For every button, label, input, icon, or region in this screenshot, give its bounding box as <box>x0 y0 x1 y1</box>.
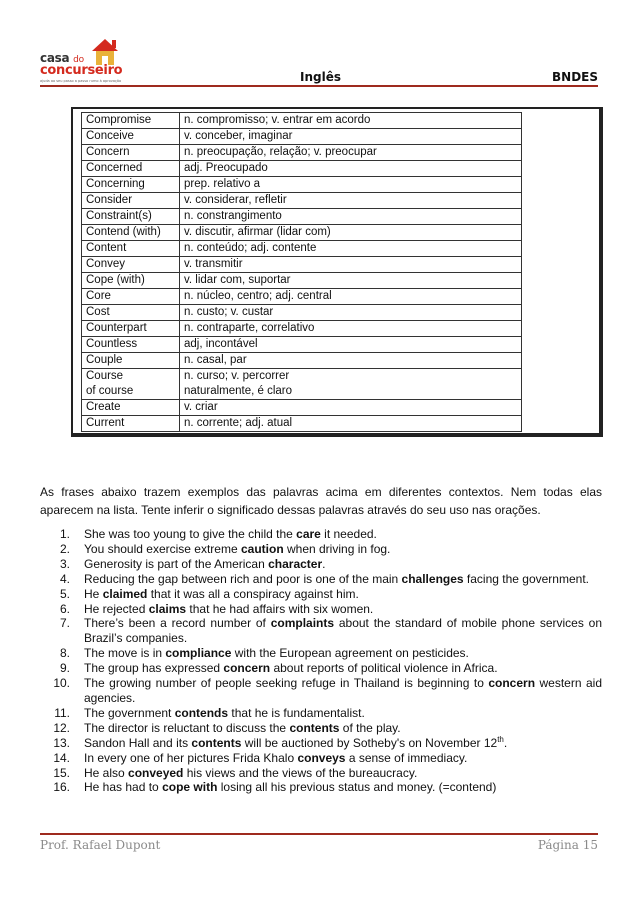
example-item <box>40 706 602 721</box>
vocab-row <box>82 305 522 321</box>
example-item <box>40 572 602 587</box>
example-number: 10. <box>53 676 70 691</box>
example-keyword: contends <box>174 705 229 720</box>
vocab-term: Cope (with) <box>86 274 145 286</box>
example-keyword: contents <box>289 720 340 735</box>
vocab-definition-cell <box>180 369 522 400</box>
vocab-term: Create <box>86 401 121 413</box>
example-keyword: character <box>268 556 323 571</box>
vocab-definition-cell <box>180 177 522 193</box>
example-text: Sandon Hall and its <box>84 735 192 750</box>
example-item <box>40 616 602 646</box>
vocab-box <box>71 107 603 437</box>
vocab-term-cell <box>82 353 180 369</box>
example-number: 4. <box>59 571 70 586</box>
footer-page-number: Página 15 <box>537 838 598 852</box>
vocab-definition: v. conceber, imaginar <box>184 130 293 142</box>
vocab-definition-cell <box>180 145 522 161</box>
vocab-row <box>82 289 522 305</box>
example-keyword: compliance <box>165 646 232 661</box>
example-text: . <box>322 556 326 571</box>
vocab-term-cell <box>82 145 180 161</box>
vocab-term: Cost <box>86 306 110 318</box>
example-text: There’s been a record number of <box>84 616 271 631</box>
vocab-body <box>82 113 522 432</box>
example-text: about reports of political violence in Africa. <box>270 661 498 676</box>
vocab-term-cell <box>82 305 180 321</box>
vocab-term-cell <box>82 369 180 400</box>
vocab-row <box>82 400 522 416</box>
example-text: . <box>503 735 508 750</box>
vocab-row <box>82 209 522 225</box>
example-text: She was too young to give the child the <box>84 527 297 541</box>
example-number: 6. <box>59 601 70 616</box>
example-item <box>40 527 602 542</box>
vocab-definition: n. custo; v. custar <box>184 306 274 318</box>
example-keyword: concern <box>223 661 271 676</box>
vocab-row <box>82 145 522 161</box>
vocab-term-cell <box>82 241 180 257</box>
vocab-definition: n. curso; v. percorrer <box>184 370 290 382</box>
vocab-definition-cell <box>180 257 522 273</box>
example-item <box>40 557 602 572</box>
example-text: losing all his previous status and money. (=contend) <box>217 780 497 795</box>
vocab-term: Content <box>86 242 127 254</box>
example-item <box>40 736 602 751</box>
example-text: of the play. <box>339 720 401 735</box>
vocab-term: Constraint(s) <box>86 210 152 222</box>
vocab-term: Current <box>86 417 125 429</box>
example-number: 13. <box>53 735 70 750</box>
example-item <box>40 676 602 706</box>
vocab-definition: prep. relativo a <box>184 178 261 190</box>
example-number: 8. <box>59 646 70 661</box>
example-text: In every one of her pictures Frida Khalo <box>84 750 298 765</box>
vocab-definition: n. compromisso; v. entrar em acordo <box>184 114 371 126</box>
vocab-definition: n. preocupação, relação; v. preocupar <box>184 146 377 158</box>
vocab-term-cell <box>82 161 180 177</box>
vocab-term-cell <box>82 129 180 145</box>
example-number: 2. <box>59 541 70 556</box>
intro-paragraph: As frases abaixo trazem exemplos das palavras acima em diferentes contextos. Nem todas elas aparecem na lista. Tente inferir o significado dessas palavras através do seu uso nas orações. <box>40 485 602 517</box>
example-item <box>40 542 602 557</box>
vocab-definition-cell <box>180 337 522 353</box>
vocab-row <box>82 337 522 353</box>
example-text: with the European agreement on pesticides. <box>231 646 469 661</box>
vocab-definition-cell <box>180 193 522 209</box>
vocab-term-cell <box>82 337 180 353</box>
example-number: 14. <box>53 750 70 765</box>
example-text: He also <box>84 765 129 780</box>
vocab-term-cell <box>82 177 180 193</box>
vocab-term: Compromise <box>86 114 152 126</box>
vocab-row <box>82 321 522 337</box>
vocab-row <box>82 416 522 432</box>
vocab-definition-cell <box>180 273 522 289</box>
vocab-term: Course <box>86 370 124 382</box>
example-number: 12. <box>53 720 70 735</box>
vocab-term: Couple <box>86 354 123 366</box>
vocab-definition-cell <box>180 400 522 416</box>
vocab-row <box>82 177 522 193</box>
page-title: Inglês <box>300 70 341 84</box>
logo-tagline: ajuda ao seu passo a passo rumo à aprovação <box>40 79 122 83</box>
vocab-row <box>82 113 522 129</box>
vocab-term: Core <box>86 290 111 302</box>
vocab-definition-cell <box>180 129 522 145</box>
footer-divider <box>40 833 598 835</box>
vocab-definition: adj. Preocupado <box>184 162 268 174</box>
vocab-term: Concern <box>86 146 130 158</box>
example-text: when driving in fog. <box>283 541 391 556</box>
vocab-term-cell <box>82 225 180 241</box>
vocab-row <box>82 129 522 145</box>
example-keyword: conveyed <box>128 765 184 780</box>
example-number: 3. <box>59 556 70 571</box>
vocab-definition: naturalmente, é claro <box>184 385 293 397</box>
vocab-definition: v. transmitir <box>184 258 243 270</box>
example-item <box>40 602 602 617</box>
vocab-row <box>82 225 522 241</box>
header-org: BNDES <box>552 70 598 84</box>
vocab-definition: n. contraparte, correlativo <box>184 322 315 334</box>
vocab-definition: n. casal, par <box>184 354 247 366</box>
logo-concurseiro: concurseiro <box>40 63 123 78</box>
vocab-term: Counterpart <box>86 322 147 334</box>
example-item <box>40 780 602 795</box>
example-keyword: challenges <box>401 571 464 586</box>
example-text: He has had to <box>84 780 163 795</box>
example-number: 15. <box>53 765 70 780</box>
vocab-definition: n. núcleo, centro; adj. central <box>184 290 332 302</box>
vocab-term-cell <box>82 321 180 337</box>
example-text: that it was all a conspiracy against him. <box>147 586 359 601</box>
vocab-term-cell <box>82 113 180 129</box>
example-text: about the standard of mobile phone services on Brazil’s companies. <box>84 616 602 646</box>
vocab-definition: n. conteúdo; adj. contente <box>184 242 317 254</box>
vocab-definition: v. criar <box>184 401 218 413</box>
example-keyword: caution <box>240 541 284 556</box>
vocab-term: Countless <box>86 338 138 350</box>
examples-list <box>40 527 602 795</box>
logo <box>40 37 150 85</box>
logo-casa: casa do <box>40 51 84 65</box>
vocab-definition-cell <box>180 289 522 305</box>
example-keyword: contents <box>191 735 242 750</box>
footer-author: Prof. Rafael Dupont <box>40 838 161 852</box>
vocab-definition: v. considerar, refletir <box>184 194 287 206</box>
example-item <box>40 721 602 736</box>
vocab-row <box>82 241 522 257</box>
vocab-table <box>81 112 522 432</box>
example-text: The growing number of people seeking refuge in Thailand is beginning to <box>84 676 489 691</box>
vocab-definition: adj, incontável <box>184 338 258 350</box>
vocab-term-cell <box>82 257 180 273</box>
vocab-term: Convey <box>86 258 125 270</box>
example-keyword: cope with <box>162 780 218 795</box>
example-text: that he had affairs with six women. <box>186 601 374 616</box>
example-item <box>40 646 602 661</box>
example-keyword: claimed <box>102 586 148 601</box>
example-item <box>40 587 602 602</box>
example-text: western aid agencies. <box>84 676 603 705</box>
example-keyword: concern <box>488 676 536 691</box>
example-keyword: conveys <box>297 750 346 765</box>
example-text: will be auctioned by Sotheby's on November 12 <box>241 735 498 750</box>
example-text: He <box>84 586 103 601</box>
example-text: Reducing the gap between rich and poor is one of the main <box>84 571 402 586</box>
vocab-row <box>82 369 522 400</box>
vocab-row <box>82 161 522 177</box>
example-text: You should exercise extreme <box>84 541 241 556</box>
example-number: 11. <box>54 705 70 720</box>
example-superscript: th <box>497 734 504 744</box>
vocab-term: Consider <box>86 194 133 206</box>
example-keyword: claims <box>148 601 187 616</box>
vocab-definition-cell <box>180 113 522 129</box>
example-text: The government <box>84 705 175 720</box>
vocab-term-cell <box>82 400 180 416</box>
vocab-definition: n. constrangimento <box>184 210 282 222</box>
example-item <box>40 766 602 781</box>
vocab-definition: n. corrente; adj. atual <box>184 417 293 429</box>
vocab-term: of course <box>86 385 134 397</box>
example-text: a sense of immediacy. <box>345 750 468 765</box>
example-text: The move is in <box>84 646 166 661</box>
example-text: The director is reluctant to discuss the <box>84 720 290 735</box>
vocab-term: Contend (with) <box>86 226 161 238</box>
vocab-term-cell <box>82 273 180 289</box>
example-number: 7. <box>59 616 70 631</box>
vocab-term: Concerning <box>86 178 145 190</box>
vocab-row <box>82 273 522 289</box>
vocab-definition-cell <box>180 305 522 321</box>
example-number: 9. <box>59 661 70 676</box>
vocab-definition-cell <box>180 161 522 177</box>
example-keyword: care <box>296 527 321 541</box>
vocab-term-cell <box>82 193 180 209</box>
example-text: his views and the views of the bureaucracy. <box>183 765 418 780</box>
vocab-definition-cell <box>180 241 522 257</box>
example-number: 1. <box>59 527 70 541</box>
example-text: Generosity is part of the American <box>84 556 269 571</box>
example-text: The group has expressed <box>84 661 224 676</box>
vocab-definition-cell <box>180 209 522 225</box>
example-text: that he is fundamentalist. <box>228 705 365 720</box>
example-number: 16. <box>53 780 70 795</box>
example-number: 5. <box>59 586 70 601</box>
vocab-row <box>82 353 522 369</box>
header-divider <box>40 85 598 87</box>
vocab-term-cell <box>82 209 180 225</box>
vocab-term-cell <box>82 416 180 432</box>
vocab-term-cell <box>82 289 180 305</box>
vocab-definition-cell <box>180 416 522 432</box>
example-text: He rejected <box>84 601 149 616</box>
vocab-definition: v. lidar com, suportar <box>184 274 291 286</box>
example-text: it needed. <box>320 527 377 541</box>
example-item <box>40 661 602 676</box>
vocab-term: Concerned <box>86 162 143 174</box>
vocab-definition-cell <box>180 353 522 369</box>
vocab-definition-cell <box>180 321 522 337</box>
vocab-definition-cell <box>180 225 522 241</box>
vocab-definition: v. discutir, afirmar (lidar com) <box>184 226 331 238</box>
vocab-row <box>82 257 522 273</box>
example-item <box>40 751 602 766</box>
example-keyword: complaints <box>270 616 335 631</box>
example-text: facing the government. <box>463 571 589 586</box>
vocab-term: Conceive <box>86 130 134 142</box>
vocab-row <box>82 193 522 209</box>
